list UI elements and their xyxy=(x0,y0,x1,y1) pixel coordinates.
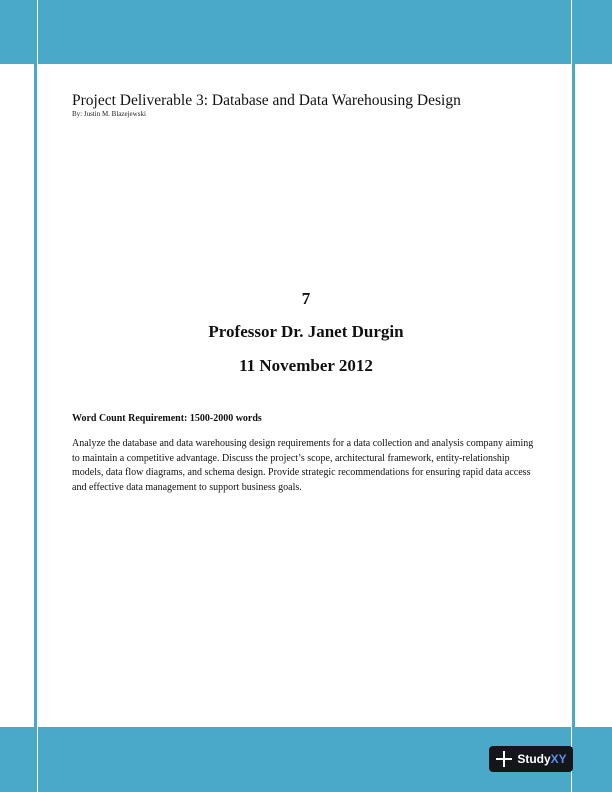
right-border-gap xyxy=(571,0,572,792)
document-date: 11 November 2012 xyxy=(239,356,373,375)
document-author: By: Justin M. Blazejewski xyxy=(72,110,146,118)
plus-cross-icon xyxy=(495,750,513,768)
right-border-line xyxy=(572,0,575,792)
studyxy-logo-text: StudyXY xyxy=(517,752,567,766)
left-border-gap xyxy=(37,0,38,792)
document-number: 7 xyxy=(301,289,311,308)
document-title: Project Deliverable 3: Database and Data Warehousing Design xyxy=(72,92,461,109)
top-banner xyxy=(0,0,612,64)
word-count-requirement: Word Count Requirement: 1500-2000 words xyxy=(72,413,262,424)
assignment-description: Analyze the database and data warehousing design requirements for a data collection and analysis company aiming to maintain a competitive advantage. Discuss the project’s scope, architectural framework, entity-relationship models, data flow diagrams, and schema design. Provide strategic recommendations for ensuring rapid data access and effective data management to support business goals. xyxy=(72,438,534,493)
studyxy-badge[interactable] xyxy=(489,746,573,772)
professor-name: Professor Dr. Janet Durgin xyxy=(208,322,404,341)
